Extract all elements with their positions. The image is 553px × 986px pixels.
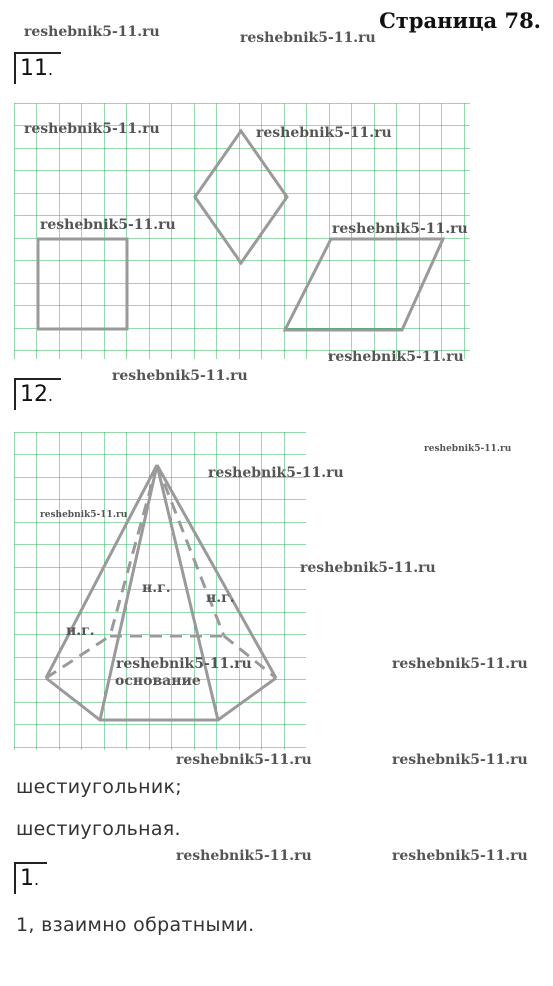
answer-line: 1, взаимно обратными. xyxy=(16,914,255,936)
answer-line: шестиугольник; xyxy=(16,776,182,798)
task-number-text: 11 xyxy=(20,56,48,81)
watermark: reshebnik5-11.ru xyxy=(240,30,376,46)
watermark: reshebnik5-11.ru xyxy=(40,217,176,233)
task-number-dot: . xyxy=(34,870,40,889)
watermark: reshebnik5-11.ru xyxy=(176,752,312,768)
watermark: reshebnik5-11.ru xyxy=(300,560,436,576)
watermark: reshebnik5-11.ru xyxy=(332,221,468,237)
grid-figure-task-12 xyxy=(14,432,344,750)
page-title: Страница 78. xyxy=(379,8,541,33)
watermark: reshebnik5-11.ru xyxy=(40,510,128,520)
watermark: reshebnik5-11.ru xyxy=(116,656,252,672)
watermark: reshebnik5-11.ru xyxy=(112,368,248,384)
label-base: основание xyxy=(115,673,201,689)
watermark: reshebnik5-11.ru xyxy=(328,349,464,365)
watermark: reshebnik5-11.ru xyxy=(256,125,392,141)
task-number-11 xyxy=(14,52,61,84)
watermark: reshebnik5-11.ru xyxy=(392,752,528,768)
task-number-text: 1 xyxy=(20,866,34,891)
watermark: reshebnik5-11.ru xyxy=(424,444,512,454)
watermark: reshebnik5-11.ru xyxy=(392,848,528,864)
label-side-face: н.г. xyxy=(142,580,171,596)
grid-figure-task-11 xyxy=(14,103,470,365)
task-number-dot: . xyxy=(48,60,54,79)
watermark: reshebnik5-11.ru xyxy=(208,465,344,481)
task-number-12 xyxy=(14,378,61,410)
watermark: reshebnik5-11.ru xyxy=(176,848,312,864)
label-side-face: н.г. xyxy=(206,590,235,606)
task-number-1 xyxy=(14,862,47,894)
task-number-dot: . xyxy=(48,386,54,405)
watermark: reshebnik5-11.ru xyxy=(24,24,160,40)
answer-line: шестиугольная. xyxy=(16,818,181,840)
label-side-face: н.г. xyxy=(66,623,95,639)
watermark: reshebnik5-11.ru xyxy=(392,656,528,672)
task-number-text: 12 xyxy=(20,382,48,407)
watermark: reshebnik5-11.ru xyxy=(24,121,160,137)
